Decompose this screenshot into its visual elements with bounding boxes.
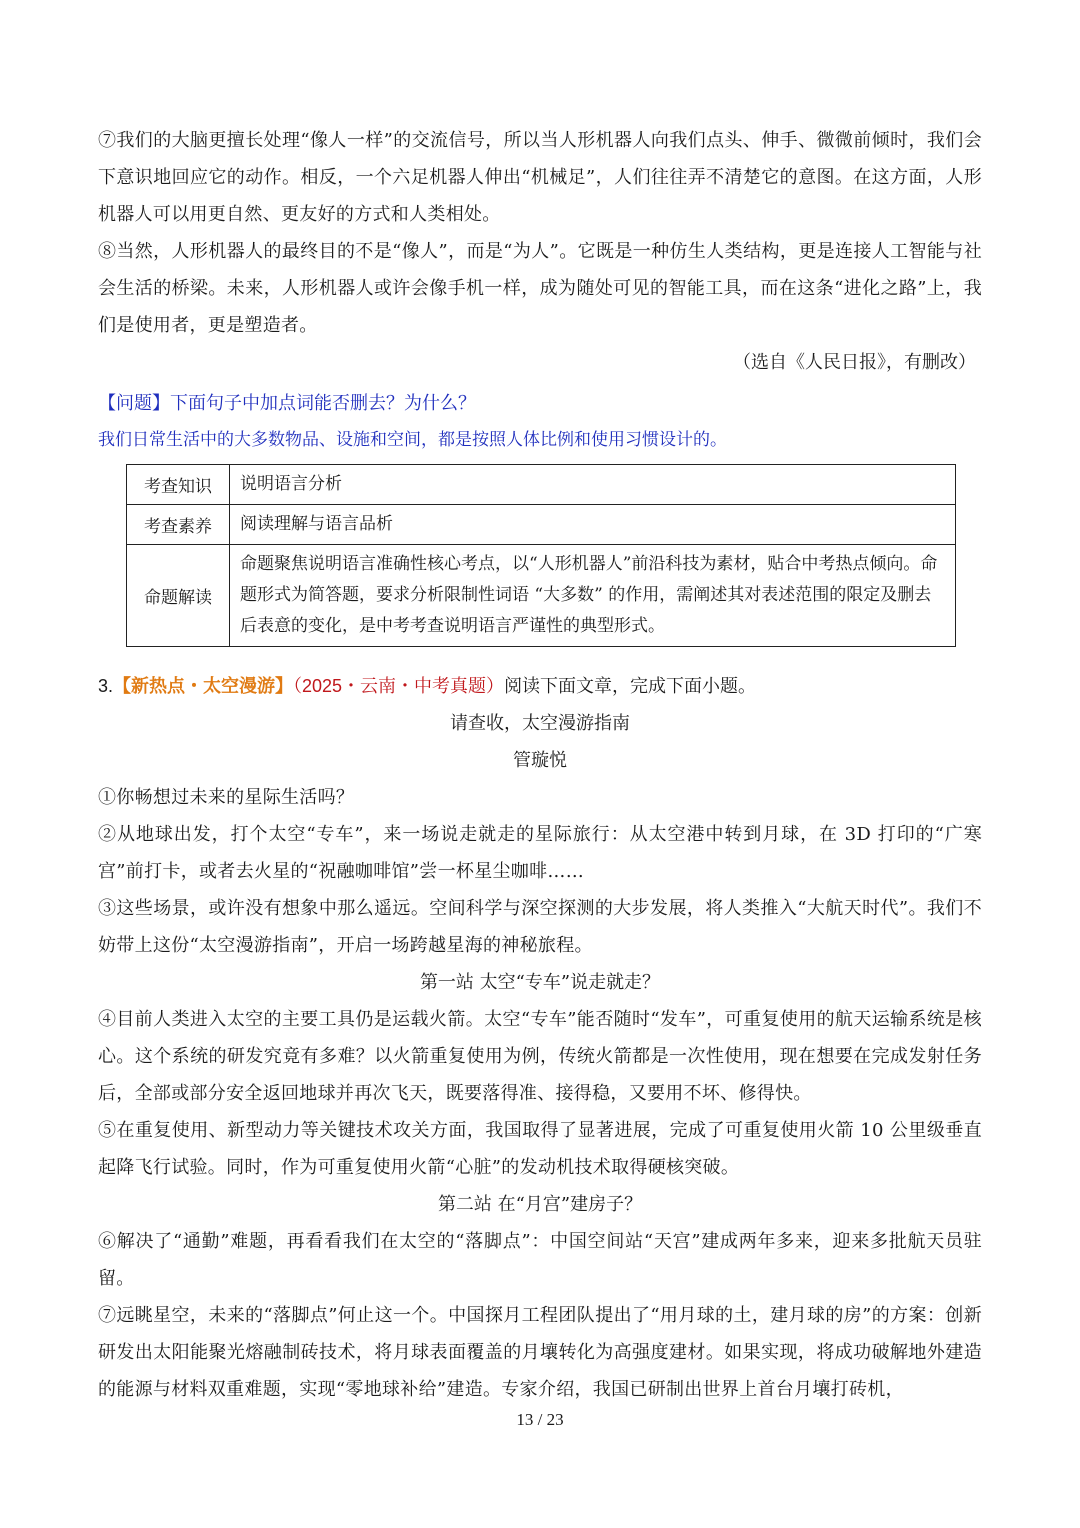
question-text: 下面句子中加点词能否删去？为什么？ bbox=[170, 393, 476, 413]
article-paragraph: ⑤在重复使用、新型动力等关键技术攻关方面，我国取得了显著进展，完成了可重复使用火箭 10 公里级垂直起降飞行试验。同时，作为可重复使用火箭“心脏”的发动机技术取得硬核突破。 bbox=[98, 1120, 982, 1178]
instruction: 阅读下面文章，完成下面小题。 bbox=[504, 676, 757, 696]
article-paragraph: ④目前人类进入太空的主要工具仍是运载火箭。太空“专车”能否随时“发车”，可重复使用的航天运输系统是核心。这个系统的研发究竟有多难？以火箭重复使用为例，传统火箭都是一次性使用，现在想要在完成发射任务后，全部或部分安全返回地球并再次飞天，既要落得准、接得稳，又要用不坏、修得快。 bbox=[98, 1009, 982, 1104]
analysis-table bbox=[126, 464, 956, 647]
section-heading: 第一站 太空“专车”说走就走？ bbox=[419, 972, 661, 993]
article-paragraph: ②从地球出发，打个太空“专车”，来一场说走就走的星际旅行：从太空港中转到月球，在 3D 打印的“广寒宫”前打卡，或者去火星的“祝融咖啡馆”尝一杯星尘咖啡…… bbox=[98, 824, 982, 882]
question-label: 【问题】 bbox=[98, 393, 170, 413]
article-author: 管璇悦 bbox=[513, 750, 567, 771]
document-page bbox=[98, 122, 982, 1408]
table-key: 考查素养 bbox=[127, 505, 230, 545]
article-paragraph: ⑥解决了“通勤”难题，再看看我们在太空的“落脚点”：中国空间站“天宫”建成两年多来，迎来多批航天员驻留。 bbox=[98, 1231, 982, 1289]
table-row bbox=[127, 505, 956, 545]
paragraph-8-robot: ⑧当然，人形机器人的最终目的不是“像人”，而是“为人”。它既是一种仿生人类结构，更是连接人工智能与社会生活的桥梁。未来，人形机器人或许会像手机一样，成为随处可见的智能工具，而在这条“进化之路”上，我们是使用者，更是塑造者。 bbox=[98, 241, 982, 336]
source-note: （选自《人民日报》，有删改） bbox=[733, 352, 976, 373]
article-title: 请查收，太空漫游指南 bbox=[450, 713, 630, 734]
question-3-heading bbox=[98, 667, 982, 705]
article-body bbox=[98, 779, 982, 1408]
question-line bbox=[98, 384, 982, 422]
article-paragraph: ⑦远眺星空，未来的“落脚点”何止这一个。中国探月工程团队提出了“用月球的土，建月球的房”的方案：创新研发出太阳能聚光熔融制砖技术，将月球表面覆盖的月壤转化为高强度建材。如果实现，将成功破解地外建造的能源与材料双重难题，实现“零地球补给”建造。专家介绍，我国已研制出世界上首台月壤打砖机， bbox=[98, 1305, 982, 1400]
paragraph-7-robot: ⑦我们的大脑更擅长处理“像人一样”的交流信号，所以当人形机器人向我们点头、伸手、微微前倾时，我们会下意识地回应它的动作。相反，一个六足机器人伸出“机械足”，人们往往弄不清楚它的意图。在这方面，人形机器人可以用更自然、更友好的方式和人类相处。 bbox=[98, 130, 982, 225]
table-row bbox=[127, 545, 956, 647]
table-key: 考查知识 bbox=[127, 465, 230, 505]
article-paragraph: ③这些场景，或许没有想象中那么遥远。空间科学与深空探测的大步发展，将人类推入“大航天时代”。我们不妨带上这份“太空漫游指南”，开启一场跨越星海的神秘旅程。 bbox=[98, 898, 982, 956]
section-heading: 第二站 在“月宫”建房子？ bbox=[437, 1194, 643, 1215]
question-number: 3. bbox=[98, 676, 114, 696]
article-paragraph: ①你畅想过未来的星际生活吗？ bbox=[98, 787, 355, 808]
table-key: 命题解读 bbox=[127, 545, 230, 647]
example-sentence: 我们日常生活中的大多数物品、设施和空间，都是按照人体比例和使用习惯设计的。 bbox=[98, 430, 727, 450]
table-value: 命题聚焦说明语言准确性核心考点，以“人形机器人”前沿科技为素材，贴合中考热点倾向。命题形式为简答题，要求分析限制性词语 “大多数” 的作用，需阐述其对表述范围的限定及删去后表意的变化，是中考考查说明语言严谨性的典型形式。 bbox=[230, 545, 956, 647]
table-value: 说明语言分析 bbox=[230, 465, 956, 505]
table-value: 阅读理解与语言品析 bbox=[230, 505, 956, 545]
hot-topic-tag: 【新热点・太空漫游】 bbox=[113, 676, 294, 696]
table-row bbox=[127, 465, 956, 505]
exam-source: （2025・云南・中考真题） bbox=[293, 676, 505, 696]
page-number: 13 / 23 bbox=[516, 1410, 564, 1429]
